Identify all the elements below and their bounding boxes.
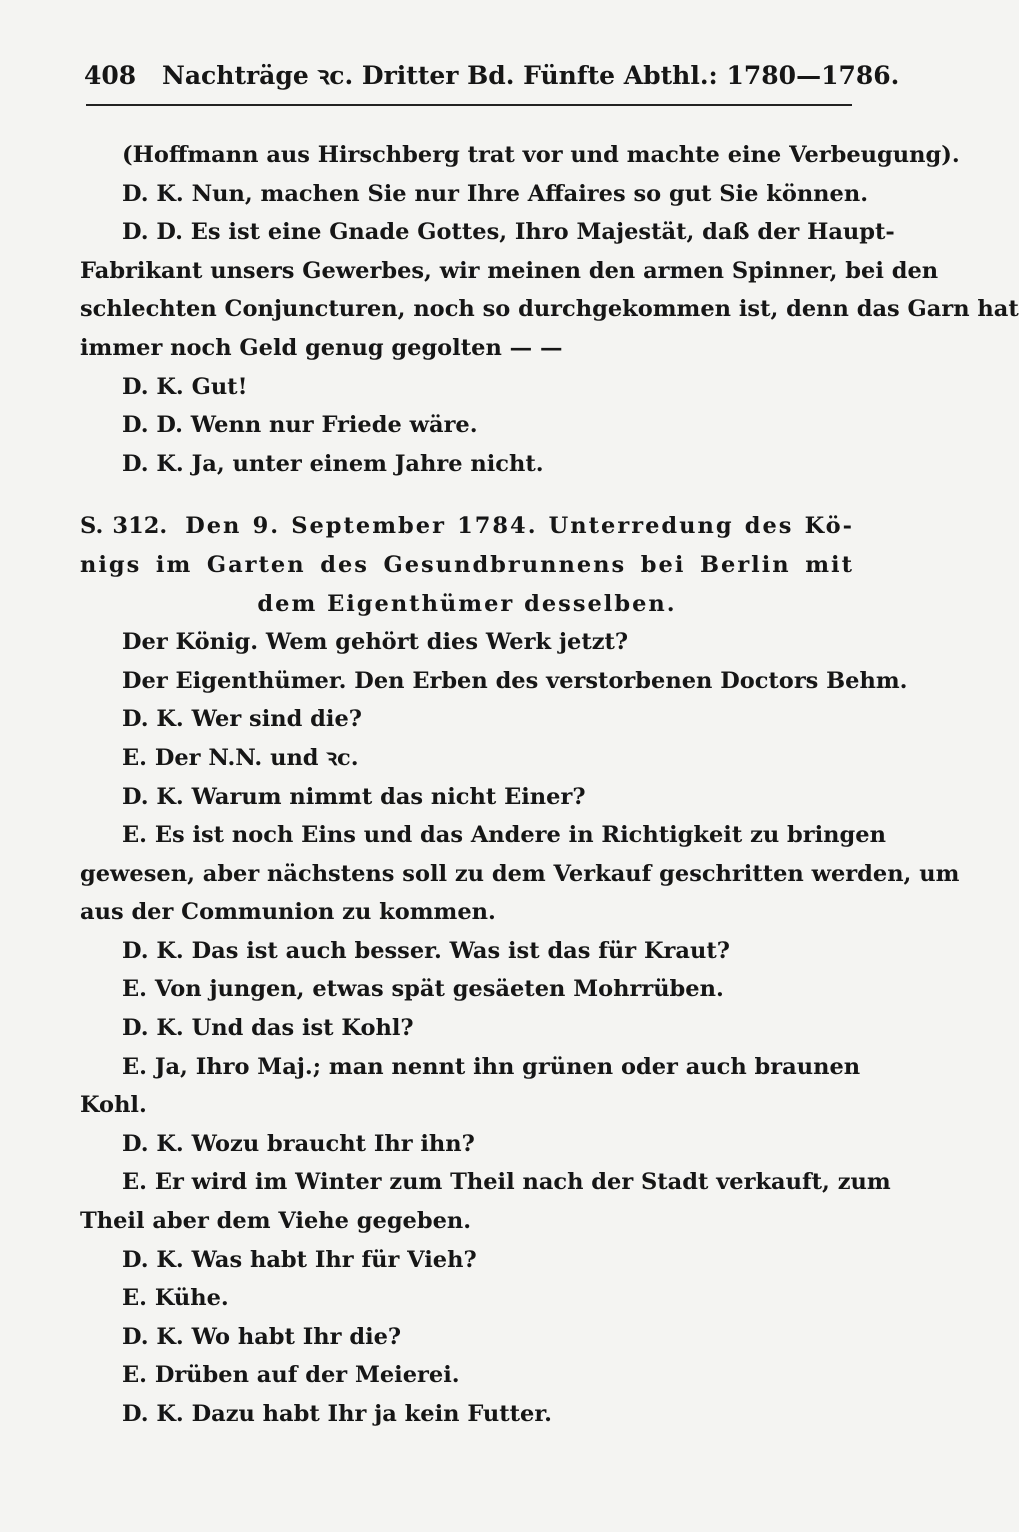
- text-line: immer noch Geld genug gegolten — —: [80, 334, 563, 361]
- text-line: D. K. Warum nimmt das nicht Einer?: [122, 783, 586, 810]
- text-line: Kohl.: [80, 1092, 147, 1119]
- text-line: D. K. Was habt Ihr für Vieh?: [122, 1246, 477, 1273]
- text-line: D. K. Gut!: [122, 373, 248, 400]
- text-line: D. K. Dazu habt Ihr ja kein Futter.: [122, 1401, 552, 1427]
- text-line: E. Drüben auf der Meierei.: [122, 1362, 460, 1389]
- text-line: gewesen, aber nächstens soll zu dem Verkauf geschritten werden, um: [80, 860, 960, 887]
- text-line: D. K. Wer sind die?: [122, 706, 362, 733]
- text-line: Theil aber dem Viehe gegeben.: [80, 1208, 472, 1235]
- section-title-2: nigs im Garten des Gesundbrunnens bei Berlin mit: [80, 551, 854, 578]
- text-line: Der König. Wem gehört dies Werk jetzt?: [122, 629, 629, 656]
- text-line: Fabrikant unsers Gewerbes, wir meinen den armen Spinner, bei den: [80, 257, 939, 284]
- running-header: [84, 58, 900, 92]
- running-title: Nachträge ꝛc. Dritter Bd. Fünfte Abthl.: 1780—1786.: [162, 61, 900, 90]
- text-line: E. Von jungen, etwas spät gesäeten Mohrrüben.: [122, 976, 724, 1003]
- text-line: E. Er wird im Winter zum Theil nach der Stadt verkauft, zum: [122, 1169, 891, 1196]
- section-heading-line: [80, 507, 854, 546]
- section-gap: [80, 483, 854, 507]
- text-line: D. K. Wozu braucht Ihr ihn?: [122, 1130, 475, 1157]
- text-line: D. K. Nun, machen Sie nur Ihre Affaires so gut Sie können.: [122, 180, 869, 207]
- text-line: (Hoffmann aus Hirschberg trat vor und machte eine Verbeugung).: [122, 142, 960, 168]
- text-line: E. Der N.N. und ꝛc.: [122, 744, 359, 771]
- text-body: [80, 136, 1019, 1434]
- text-line: D. D. Es ist eine Gnade Gottes, Ihro Majestät, daß der Haupt-: [122, 219, 895, 246]
- text-line: D. K. Wo habt Ihr die?: [122, 1323, 402, 1350]
- text-line: aus der Communion zu kommen.: [80, 899, 496, 926]
- text-line: E. Es ist noch Eins und das Andere in Richtigkeit zu bringen: [122, 822, 886, 849]
- page-number: 408: [84, 61, 137, 90]
- section-ref: S. 312.: [80, 513, 168, 540]
- text-line: E. Ja, Ihro Maj.; man nennt ihn grünen oder auch braunen: [122, 1053, 861, 1080]
- section-title-3: dem Eigenthümer desselben.: [257, 590, 677, 617]
- text-line: D. K. Und das ist Kohl?: [122, 1015, 414, 1042]
- text-line: Der Eigenthümer. Den Erben des verstorbenen Doctors Behm.: [122, 667, 908, 694]
- header-rule: [86, 104, 852, 106]
- section-title-1: Den 9. September 1784. Unterredung des Kö-: [185, 513, 854, 540]
- text-line: D. D. Wenn nur Friede wäre.: [122, 412, 478, 439]
- text-line: D. K. Ja, unter einem Jahre nicht.: [122, 450, 544, 477]
- text-line: schlechten Conjuncturen, noch so durchgekommen ist, denn das Garn hat: [80, 296, 1019, 323]
- text-line: E. Kühe.: [122, 1285, 229, 1312]
- text-line: D. K. Das ist auch besser. Was ist das für Kraut?: [122, 937, 730, 964]
